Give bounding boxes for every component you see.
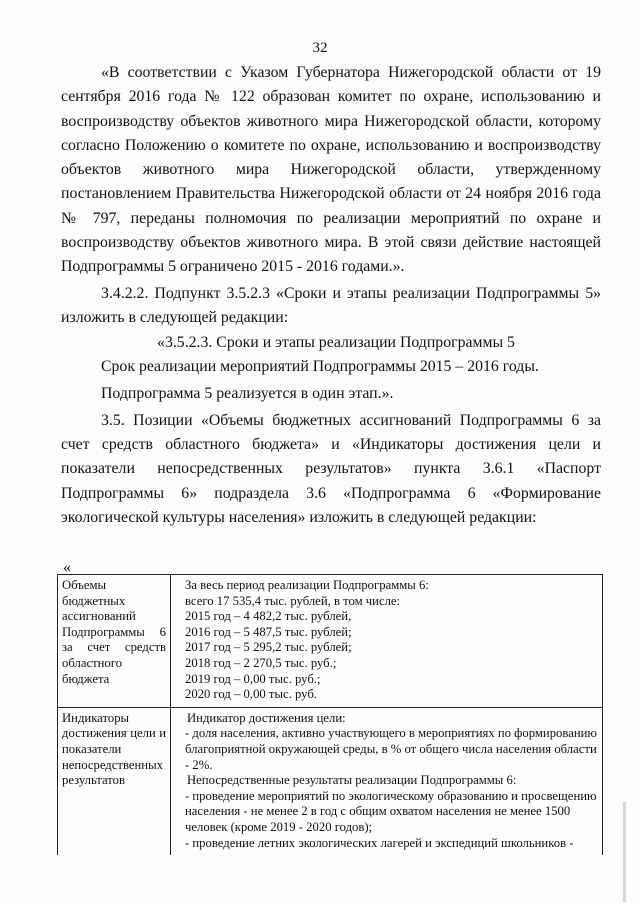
page-number: 32: [312, 40, 328, 56]
paragraph-3-5: 3.5. Позиции «Объемы бюджетных ассигнований Подпрограммы 6 за счет средств областного бюджета» и «Индикаторы достижения цели и показатели непосредственных результатов» пункта 3.6.1 «Паспорт Подпрограммы 6» подраздела 3.6 «Подпрограмма 6 «Формирование экологической культуры населения» изложить в следующей редакции:: [61, 411, 601, 526]
table-row-budget: [58, 575, 603, 708]
table-row-indicators: [58, 707, 603, 855]
indicator-heading: Индикатор достижения цели:: [187, 710, 346, 725]
budget-line: 2020 год – 0,00 тыс. руб.: [185, 687, 317, 702]
budget-label-cell: Объемы бюджетных ассигнований Подпрограммы 6 за счет средств областного бюджета: [58, 575, 171, 708]
budget-line: 2019 год – 0,00 тыс. руб.;: [185, 671, 321, 686]
result-item: - проведение мероприятий по экологическому образованию и просвещению населения - не менее 2 в год с общим охватом населения не менее 1500 человек (кроме 2019 - 2020 годов);: [185, 788, 597, 834]
results-heading: Непосредственные результаты реализации Подпрограммы 6:: [187, 773, 517, 788]
budget-line: 2017 год – 5 295,2 тыс. рублей;: [185, 640, 352, 655]
result-item: - проведение летних экологических лагерей и экспедиций школьников -: [185, 835, 574, 850]
paragraph-term: Срок реализации мероприятий Подпрограммы 2015 – 2016 годы.: [101, 358, 539, 376]
scan-edge-shadow: [623, 802, 626, 902]
indicators-label-cell: Индикаторы достижения цели и показатели непосредственных результатов: [58, 707, 171, 855]
budget-line: 2018 год – 2 270,5 тыс. руб.;: [185, 655, 337, 670]
budget-values-cell: [171, 575, 603, 708]
table-open-quote: «: [63, 559, 71, 576]
paragraph-heading-3-5-2-3: «3.5.2.3. Сроки и этапы реализации Подпрограммы 5: [157, 333, 515, 351]
paragraph-3-4-2-2: 3.4.2.2. Подпункт 3.5.2.3 «Сроки и этапы реализации Подпрограммы 5» изложить в следующей редакции:: [61, 285, 601, 327]
budget-line: всего 17 535,4 тыс. рублей, в том числе:: [185, 593, 401, 608]
document-body: [61, 61, 601, 530]
passport-table: [57, 574, 603, 855]
budget-line: 2015 год – 4 482,2 тыс. рублей,: [185, 609, 352, 624]
budget-line: 2016 год – 5 487,5 тыс. рублей;: [185, 624, 352, 639]
budget-line: За весь период реализации Подпрограммы 6:: [185, 578, 429, 592]
paragraph-decree-quote: «В соответствии с Указом Губернатора Нижегородской области от 19 сентября 2016 года № 122 образован комитет по охране, использованию и воспроизводству объектов животного мира Нижегородской области, которому согласно Положению о комитете по охране, использованию и воспроизводству объектов животного мира Нижегородской области, утвержденному постановлением Правительства Нижегородской области от 24 ноября 2016 года № 797, переданы полномочия по реализации мероприятий по охране и воспроизводству объектов животного мира. В этой связи действие настоящей Подпрограммы 5 ограничено 2015 - 2016 годами.».: [61, 64, 601, 276]
paragraph-stage: Подпрограмма 5 реализуется в один этап.».: [101, 384, 394, 402]
indicators-values-cell: [171, 707, 603, 855]
indicator-item: - доля населения, активно участвующего в мероприятиях по формированию благоприятной окружающей среды, в % от общего числа населения области - 2%.: [185, 726, 597, 772]
